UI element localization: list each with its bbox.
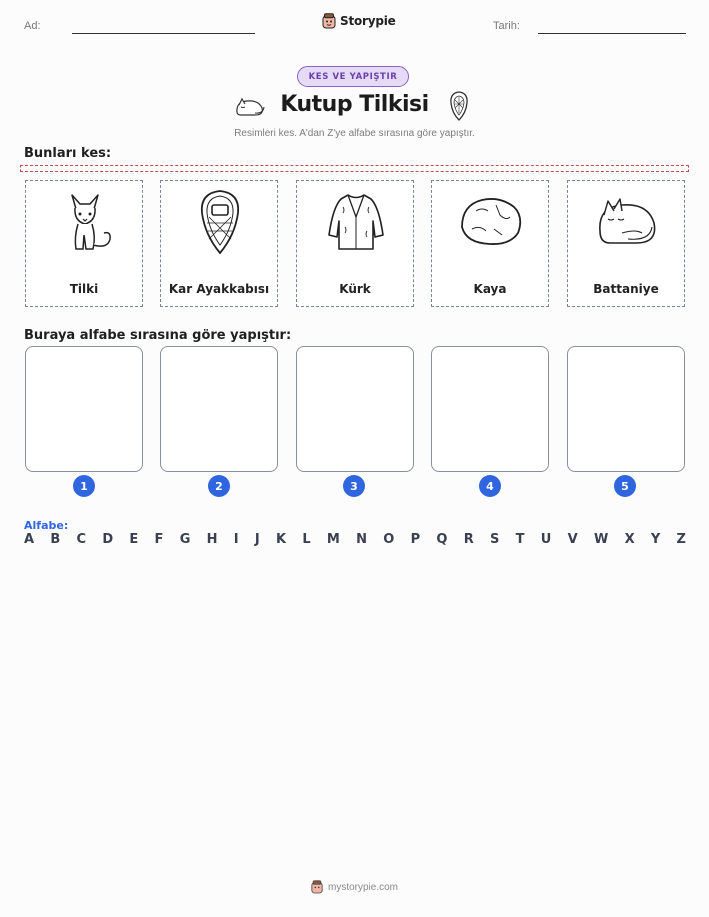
instructions: Resimleri kes. A'dan Z'ye alfabe sırasına göre yapıştır. (234, 128, 475, 139)
alphabet-letter: G (179, 532, 191, 547)
fox-icon (50, 187, 120, 257)
slot-number-badge: 1 (73, 475, 95, 497)
alphabet-letter: C (76, 532, 87, 547)
sleeping-fox-blanket-icon (592, 187, 662, 257)
alphabet-letter: W (593, 532, 609, 547)
cut-card[interactable] (431, 180, 549, 307)
alphabet-letter: Q (436, 532, 448, 547)
snowshoe-icon (185, 187, 255, 257)
card-label: Tilki (69, 282, 99, 296)
paste-slot-1[interactable] (25, 346, 143, 472)
alphabet-label: Alfabe: (24, 519, 69, 532)
alphabet-letter: B (50, 532, 61, 547)
snowshoe-icon (449, 91, 469, 121)
alphabet-letter: T (515, 532, 525, 547)
paste-slot-2[interactable] (160, 346, 278, 472)
alphabet-letter: V (567, 532, 578, 547)
alphabet-letter: D (102, 532, 114, 547)
alphabet-letter: S (490, 532, 500, 547)
footer (0, 880, 709, 894)
card-label: Kürk (339, 282, 371, 296)
alphabet-letter: K (276, 532, 287, 547)
slot-number-badge: 2 (208, 475, 230, 497)
alphabet-letter: M (326, 532, 340, 547)
slot-number-badge: 3 (343, 475, 365, 497)
alphabet-letter: P (410, 532, 421, 547)
paste-section-title: Buraya alfabe sırasına göre yapıştır: (24, 328, 292, 343)
cut-line (20, 165, 689, 172)
cut-section-title: Bunları kes: (24, 146, 112, 161)
rock-icon (456, 187, 526, 257)
alphabet-letter: U (540, 532, 552, 547)
alphabet-letter: I (233, 532, 239, 547)
brand-logo (322, 13, 396, 29)
fur-coat-icon (321, 187, 391, 257)
alphabet-letter: R (463, 532, 474, 547)
card-label: Battaniye (593, 282, 659, 296)
cut-card[interactable] (296, 180, 414, 307)
storypie-mascot-icon (311, 880, 323, 894)
card-label: Kar Ayakkabısı (168, 282, 270, 296)
storypie-mascot-icon (322, 13, 336, 29)
brand-name: Storypie (340, 14, 396, 28)
date-line (538, 33, 686, 34)
alphabet-letter: N (356, 532, 368, 547)
alphabet-letter: F (154, 532, 164, 547)
name-line (72, 33, 255, 34)
activity-badge: KES VE YAPIŞTIR (297, 66, 409, 87)
paste-slot-3[interactable] (296, 346, 414, 472)
alphabet-letter: E (129, 532, 139, 547)
paste-slot-4[interactable] (431, 346, 549, 472)
alphabet-letter: J (254, 532, 260, 547)
alphabet-letter: H (206, 532, 218, 547)
page-title: Kutup Tilkisi (280, 92, 429, 117)
alphabet-letter: Y (650, 532, 661, 547)
card-label: Kaya (473, 282, 507, 296)
alphabet-letter: Z (676, 532, 686, 547)
alphabet-letter: O (383, 532, 395, 547)
name-label: Ad: (24, 20, 41, 32)
alphabet-letter: A (24, 532, 35, 547)
cut-card[interactable] (160, 180, 278, 307)
slot-number-badge: 5 (614, 475, 636, 497)
cut-card[interactable] (567, 180, 685, 307)
cut-card[interactable] (25, 180, 143, 307)
alphabet-row (24, 532, 686, 547)
paste-slot-5[interactable] (567, 346, 685, 472)
alphabet-letter: X (624, 532, 635, 547)
alphabet-letter: L (302, 532, 311, 547)
footer-site[interactable]: mystorypie.com (327, 881, 398, 893)
slot-number-badge: 4 (479, 475, 501, 497)
date-label: Tarih: (493, 20, 520, 32)
